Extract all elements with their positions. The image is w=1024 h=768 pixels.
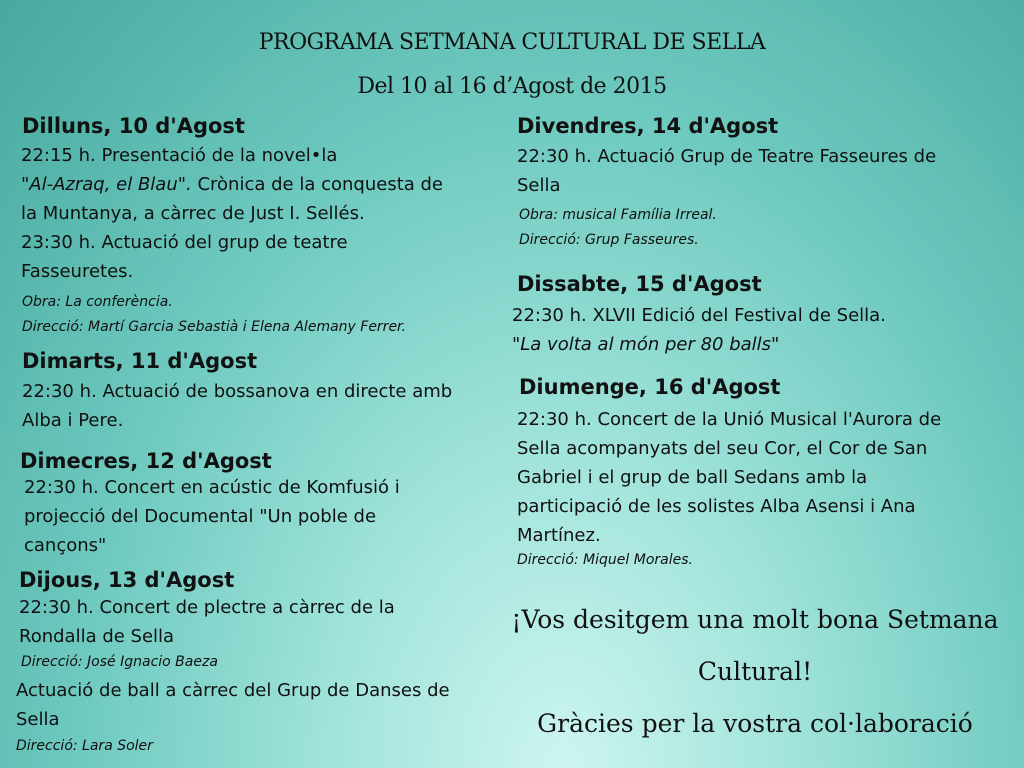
- show-title: La volta al món per 80 balls": [520, 334, 780, 355]
- event-text: Sella acompanyats del seu Cor, el Cor de San: [517, 438, 928, 459]
- event-text: la Muntanya, a càrrec de Just I. Sellés.: [21, 203, 365, 224]
- event-text-rest: Crònica de la conquesta de: [191, 174, 444, 195]
- event-note: Obra: musical Família Irreal.: [519, 207, 717, 223]
- day-heading: Dissabte, 15 d'Agost: [517, 272, 762, 296]
- event-text: [21, 170, 443, 199]
- day-divendres: [517, 112, 778, 140]
- event-text: 22:30 h. Actuació de bossanova en directe amb: [22, 381, 453, 402]
- closing-line: Gràcies per la vostra col·laboració: [537, 709, 973, 738]
- closing-line: Cultural!: [697, 657, 813, 686]
- day-dilluns-notes: [22, 290, 406, 340]
- day-dilluns-body: [21, 141, 443, 286]
- book-title: "Al-Azraq, el Blau".: [21, 174, 192, 195]
- day-dimarts: [22, 347, 257, 375]
- day-dijous-note2: [16, 734, 153, 759]
- day-heading: Dimarts, 11 d'Agost: [22, 349, 258, 373]
- event-text: 22:15 h. Presentació de la novel•la: [21, 145, 338, 166]
- event-text: 22:30 h. Concert de la Unió Musical l'Aurora de: [517, 409, 942, 430]
- event-text: 22:30 h. Concert en acústic de Komfusió i: [24, 477, 400, 498]
- page-title: PROGRAMA SETMANA CULTURAL DE SELLA: [258, 30, 766, 55]
- event-text: 23:30 h. Actuació del grup de teatre: [21, 232, 348, 253]
- day-dijous: [19, 566, 234, 594]
- event-text: Rondalla de Sella: [19, 626, 175, 647]
- day-dijous-note1: [21, 650, 218, 675]
- day-heading: Dilluns, 10 d'Agost: [22, 114, 245, 138]
- day-dilluns: [22, 112, 245, 140]
- event-text: Fasseuretes.: [21, 261, 134, 282]
- day-heading: Divendres, 14 d'Agost: [517, 114, 779, 138]
- event-text: Martínez.: [517, 525, 601, 546]
- day-heading: Diumenge, 16 d'Agost: [519, 375, 781, 399]
- event-text: 22:30 h. Actuació Grup de Teatre Fasseures de: [517, 146, 937, 167]
- day-divendres-notes: [519, 203, 717, 253]
- event-text: 22:30 h. XLVII Edició del Festival de Sella.: [512, 305, 886, 326]
- event-text: Gabriel i el grup de ball Sedans amb la: [517, 467, 868, 488]
- day-heading: Dimecres, 12 d'Agost: [20, 449, 272, 473]
- event-note: Direcció: José Ignacio Baeza: [21, 654, 218, 670]
- day-diumenge: [519, 373, 780, 401]
- quote-mark: ": [512, 334, 521, 355]
- closing-message: [505, 594, 1005, 750]
- day-dimarts-body: [22, 377, 452, 435]
- closing-line: ¡Vos desitgem una molt bona Setmana: [511, 605, 999, 634]
- day-dimecres-body: [24, 473, 400, 560]
- day-dimecres: [20, 447, 272, 475]
- day-heading: Dijous, 13 d'Agost: [19, 568, 235, 592]
- day-diumenge-note: [517, 548, 693, 573]
- day-dijous-body2: [16, 676, 450, 734]
- day-dijous-body: [19, 593, 395, 651]
- event-text: projecció del Documental "Un poble de: [24, 506, 377, 527]
- event-text: participació de les solistes Alba Asensi i Ana: [517, 496, 916, 517]
- event-note: Direcció: Grup Fasseures.: [519, 232, 699, 248]
- event-text: Actuació de ball a càrrec del Grup de Danses de: [16, 680, 450, 701]
- event-text: Sella: [16, 709, 60, 730]
- page-subtitle: Del 10 al 16 d’Agost de 2015: [357, 74, 667, 99]
- event-note: Direcció: Martí Garcia Sebastià i Elena Alemany Ferrer.: [22, 319, 406, 335]
- day-dissabte-body: [512, 301, 886, 359]
- day-diumenge-body: [517, 405, 941, 550]
- event-note: Direcció: Lara Soler: [16, 738, 153, 754]
- day-divendres-body: [517, 142, 936, 200]
- event-text: Sella: [517, 175, 561, 196]
- event-text: [512, 330, 886, 359]
- day-dissabte: [517, 270, 762, 298]
- event-text: Alba i Pere.: [22, 410, 124, 431]
- event-text: 22:30 h. Concert de plectre a càrrec de la: [19, 597, 395, 618]
- event-note: Direcció: Miquel Morales.: [517, 552, 693, 568]
- event-note: Obra: La conferència.: [22, 294, 173, 310]
- event-text: cançons": [24, 535, 107, 556]
